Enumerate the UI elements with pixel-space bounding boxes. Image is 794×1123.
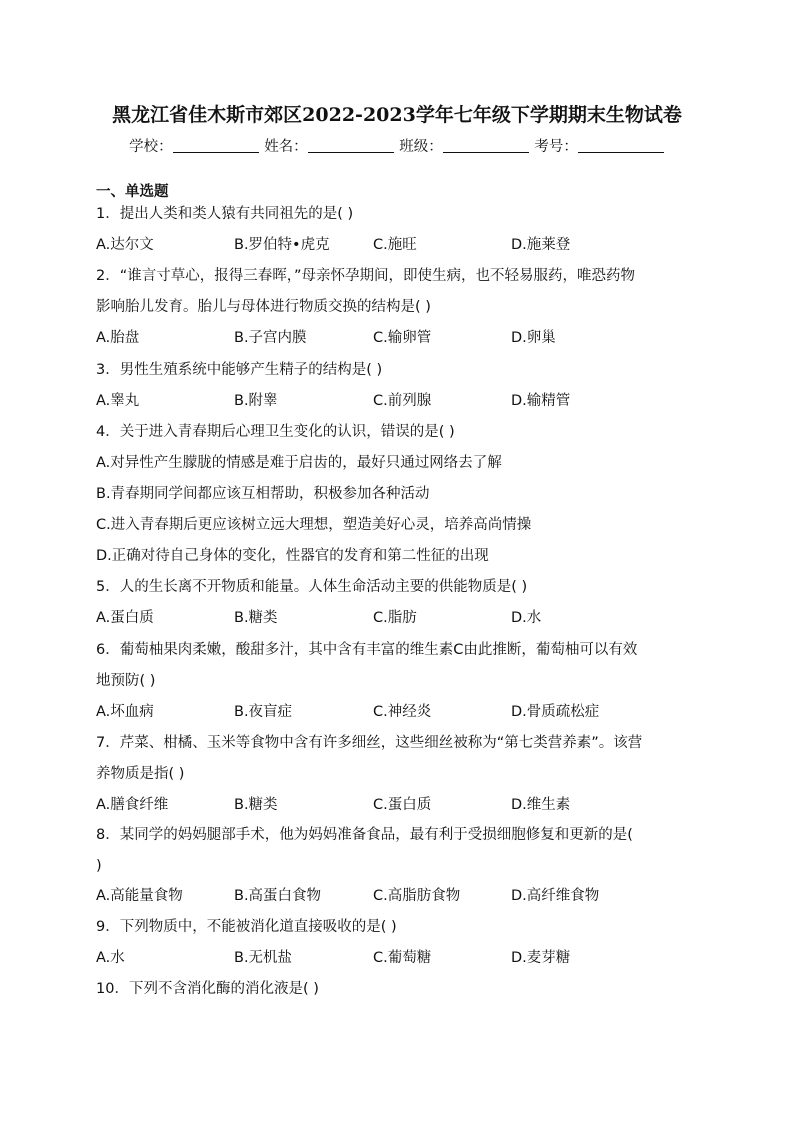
q8-option-c[interactable]: C.高脂肪食物 <box>373 888 461 904</box>
question-10-stem: 10．下列不含消化酶的消化液是( ) <box>96 981 319 997</box>
page-title: 黑龙江省佳木斯市郊区2022-2023学年七年级下学期期末生物试卷 <box>112 104 682 126</box>
q5-option-c[interactable]: C.脂肪 <box>373 610 417 626</box>
q9-option-d[interactable]: D.麦芽糖 <box>511 950 571 966</box>
q3-option-b[interactable]: B.附睾 <box>234 393 278 409</box>
name-label: 姓名： <box>264 139 308 155</box>
q2-option-d[interactable]: D.卵巢 <box>511 330 556 346</box>
school-label: 学校： <box>129 139 173 155</box>
question-2-stem-cont: 影响胎儿发育。胎儿与母体进行物质交换的结构是( ) <box>96 299 431 315</box>
q7-option-a[interactable]: A.膳食纤维 <box>96 797 169 813</box>
student-info-row <box>0 135 794 156</box>
q5-option-b[interactable]: B.糖类 <box>234 610 278 626</box>
section-heading: 一、单选题 <box>96 184 169 200</box>
q3-option-a[interactable]: A.睾丸 <box>96 393 140 409</box>
question-2-stem: 2．“谁言寸草心，报得三春晖，”母亲怀孕期间，即使生病，也不轻易服药，唯恐药物 <box>96 268 635 284</box>
q9-option-a[interactable]: A.水 <box>96 950 125 966</box>
q4-option-a[interactable]: A.对异性产生朦胧的情感是难于启齿的，最好只通过网络去了解 <box>96 455 502 471</box>
q4-option-d[interactable]: D.正确对待自己身体的变化，性器官的发育和第二性征的出现 <box>96 548 489 564</box>
q5-option-a[interactable]: A.蛋白质 <box>96 610 154 626</box>
question-1-stem: 1．提出人类和类人猿有共同祖先的是( ) <box>96 206 354 222</box>
q8-option-d[interactable]: D.高纤维食物 <box>511 888 600 904</box>
question-5-stem: 5．人的生长离不开物质和能量。人体生命活动主要的供能物质是( ) <box>96 579 528 595</box>
number-label: 考号： <box>534 139 578 155</box>
question-6-stem-cont: 地预防( ) <box>96 673 156 689</box>
q5-option-d[interactable]: D.水 <box>511 610 542 626</box>
class-label: 班级： <box>399 139 443 155</box>
q1-option-b[interactable]: B.罗伯特•虎克 <box>234 237 330 253</box>
class-blank[interactable] <box>443 138 529 153</box>
q1-option-c[interactable]: C.施旺 <box>373 237 417 253</box>
q7-option-b[interactable]: B.糖类 <box>234 797 278 813</box>
q1-option-d[interactable]: D.施莱登 <box>511 237 571 253</box>
q3-option-c[interactable]: C.前列腺 <box>373 393 432 409</box>
q3-option-d[interactable]: D.输精管 <box>511 393 571 409</box>
q6-option-d[interactable]: D.骨质疏松症 <box>511 704 600 720</box>
q9-option-b[interactable]: B.无机盐 <box>234 950 293 966</box>
school-blank[interactable] <box>173 138 259 153</box>
number-blank[interactable] <box>578 138 664 153</box>
q6-option-c[interactable]: C.神经炎 <box>373 704 432 720</box>
q4-option-b[interactable]: B.青春期同学间都应该互相帮助，积极参加各种活动 <box>96 486 430 502</box>
q8-option-b[interactable]: B.高蛋白食物 <box>234 888 322 904</box>
q9-option-c[interactable]: C.葡萄糖 <box>373 950 432 966</box>
question-6-stem: 6．葡萄柚果肉柔嫩，酸甜多汁，其中含有丰富的维生素C由此推断，葡萄柚可以有效 <box>96 642 638 658</box>
question-3-stem: 3．男性生殖系统中能够产生精子的结构是( ) <box>96 362 383 378</box>
q4-option-c[interactable]: C.进入青春期后更应该树立远大理想，塑造美好心灵，培养高尚情操 <box>96 517 532 533</box>
q6-option-a[interactable]: A.坏血病 <box>96 704 154 720</box>
q2-option-a[interactable]: A.胎盘 <box>96 330 140 346</box>
q6-option-b[interactable]: B.夜盲症 <box>234 704 293 720</box>
question-7-stem: 7．芹菜、柑橘、玉米等食物中含有许多细丝，这些细丝被称为“第七类营养素”。该营 <box>96 735 643 751</box>
question-8-stem: 8．某同学的妈妈腿部手术，他为妈妈准备食品，最有利于受损细胞修复和更新的是( <box>96 827 633 843</box>
question-7-stem-cont: 养物质是指( ) <box>96 766 185 782</box>
q2-option-b[interactable]: B.子宫内膜 <box>234 330 307 346</box>
question-9-stem: 9．下列物质中，不能被消化道直接吸收的是( ) <box>96 919 397 935</box>
name-blank[interactable] <box>308 138 394 153</box>
question-4-stem: 4．关于进入青春期后心理卫生变化的认识，错误的是( ) <box>96 424 455 440</box>
question-8-stem-cont: ) <box>96 858 102 874</box>
q7-option-d[interactable]: D.维生素 <box>511 797 571 813</box>
q7-option-c[interactable]: C.蛋白质 <box>373 797 432 813</box>
q1-option-a[interactable]: A.达尔文 <box>96 237 154 253</box>
q2-option-c[interactable]: C.输卵管 <box>373 330 432 346</box>
q8-option-a[interactable]: A.高能量食物 <box>96 888 183 904</box>
